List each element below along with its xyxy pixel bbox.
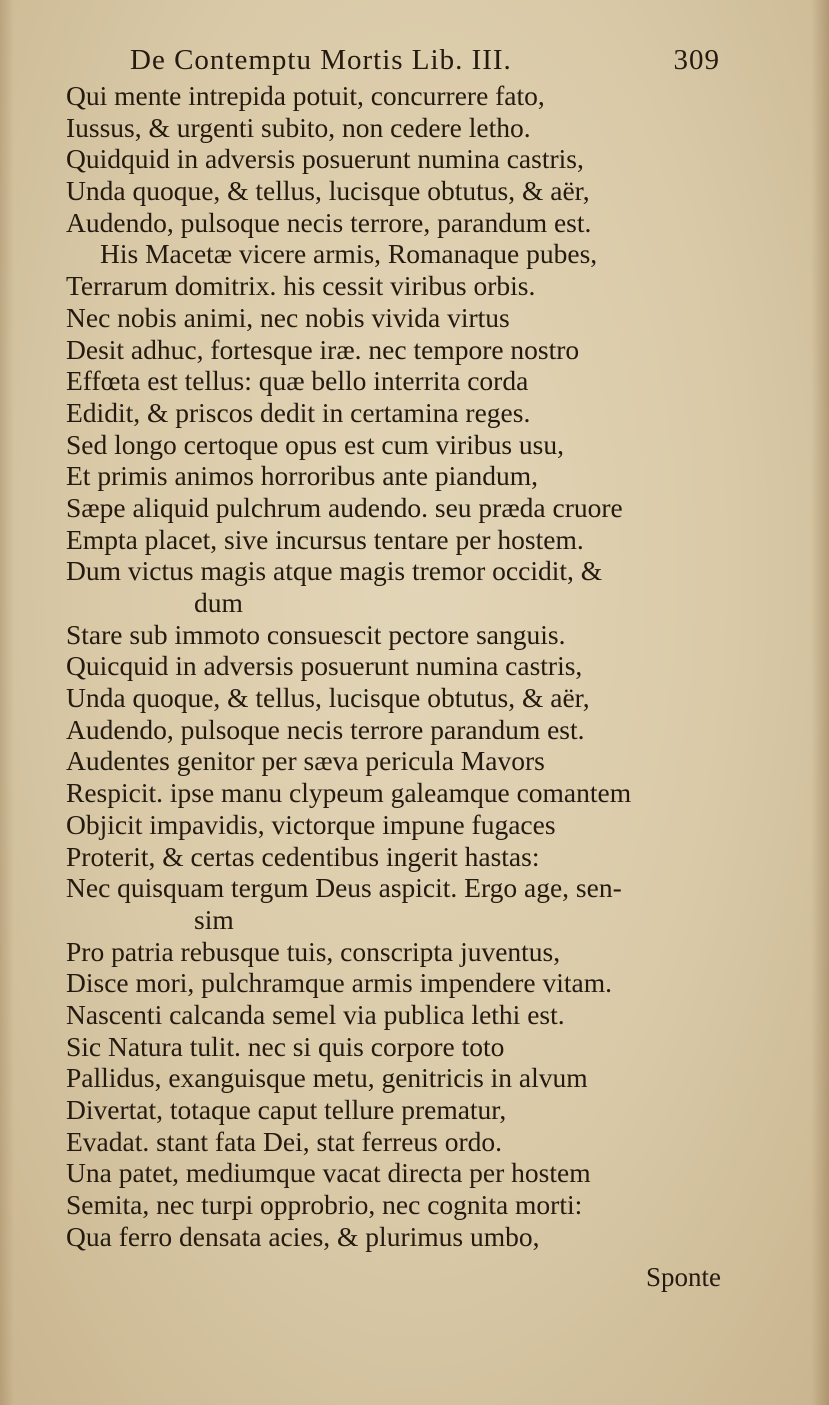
verse-line: Sic Natura tulit. nec si quis corpore toto [66,1030,505,1062]
verse-line: Una patet, mediumque vacat directa per hostem [66,1157,591,1189]
verse-turnover: dum [194,587,243,618]
verse-block [66,80,736,1252]
verse-line: Unda quoque, & tellus, lucisque obtutus, & aër, [66,682,590,714]
page-gutter-shadow [0,0,14,1405]
verse-line: Dum victus magis atque magis tremor occidit, & [66,555,603,587]
verse-line: Objicit impavidis, victorque impune fugaces [66,808,556,840]
verse-line: Respicit. ipse manu clypeum galeamque comantem [66,777,632,809]
verse-line: Empta placet, sive incursus tentare per hostem. [66,523,584,555]
verse-line: Unda quoque, & tellus, lucisque obtutus, & aër, [66,175,590,207]
verse-line: Sed longo certoque opus est cum viribus usu, [66,428,564,460]
verse-line: Proterit, & certas cedentibus ingerit hastas: [66,840,540,872]
catchword: Sponte [645,1262,721,1292]
running-header [130,44,720,84]
verse-line: Quidquid in adversis posuerunt numina castris, [66,143,584,175]
verse-line: Nec quisquam tergum Deus aspicit. Ergo age, sen- [66,872,622,904]
verse-line: Desit adhuc, fortesque iræ. nec tempore nostro [66,333,580,365]
verse-line: His Macetæ vicere armis, Romanaque pubes, [100,238,598,270]
verse-line: Pro patria rebusque tuis, conscripta juventus, [66,935,561,967]
verse-line: Divertat, totaque caput tellure prematur, [66,1094,507,1125]
verse-line: Qua ferro densata acies, & plurimus umbo, [66,1220,540,1252]
page-edge-shadow [811,0,829,1405]
verse-line: Quicquid in adversis posuerunt numina castris, [66,650,583,682]
verse-line: Effœta est tellus: quæ bello interrita corda [66,365,529,397]
verse-line: Sæpe aliquid pulchrum audendo. seu præda cruore [66,491,623,523]
verse-line: Semita, nec turpi opprobrio, nec cognita morti: [66,1189,583,1221]
verse-line: Evadat. stant fata Dei, stat ferreus ordo. [66,1125,503,1157]
verse-line: Nascenti calcanda semel via publica lethi est. [66,998,565,1030]
page-number: 309 [673,44,720,76]
verse-line: Audentes genitor per sæva pericula Mavors [66,745,545,777]
verse-line: Edidit, & priscos dedit in certamina reges. [66,396,531,428]
verse-line: Iussus, & urgenti subito, non cedere letho. [66,111,531,143]
verse-line: Audendo, pulsoque necis terrore parandum est. [66,713,585,745]
verse-line: Pallidus, exanguisque metu, genitricis in alvum [66,1062,588,1094]
verse-line: Et primis animos horroribus ante piandum, [66,460,539,492]
verse-line: Audendo, pulsoque necis terrore, parandum est. [66,206,592,238]
running-title: De Contemptu Mortis Lib. III. [130,44,512,76]
verse-line: Nec nobis animi, nec nobis vivida virtus [66,301,510,333]
verse-turnover: sim [194,903,234,935]
verse-line: Qui mente intrepida potuit, concurrere fato, [66,80,545,111]
verse-line: Terrarum domitrix. his cessit viribus orbis. [66,270,536,302]
verse-line: Disce mori, pulchramque armis impendere vitam. [66,967,613,999]
verse-line: Stare sub immoto consuescit pectore sanguis. [66,618,566,650]
